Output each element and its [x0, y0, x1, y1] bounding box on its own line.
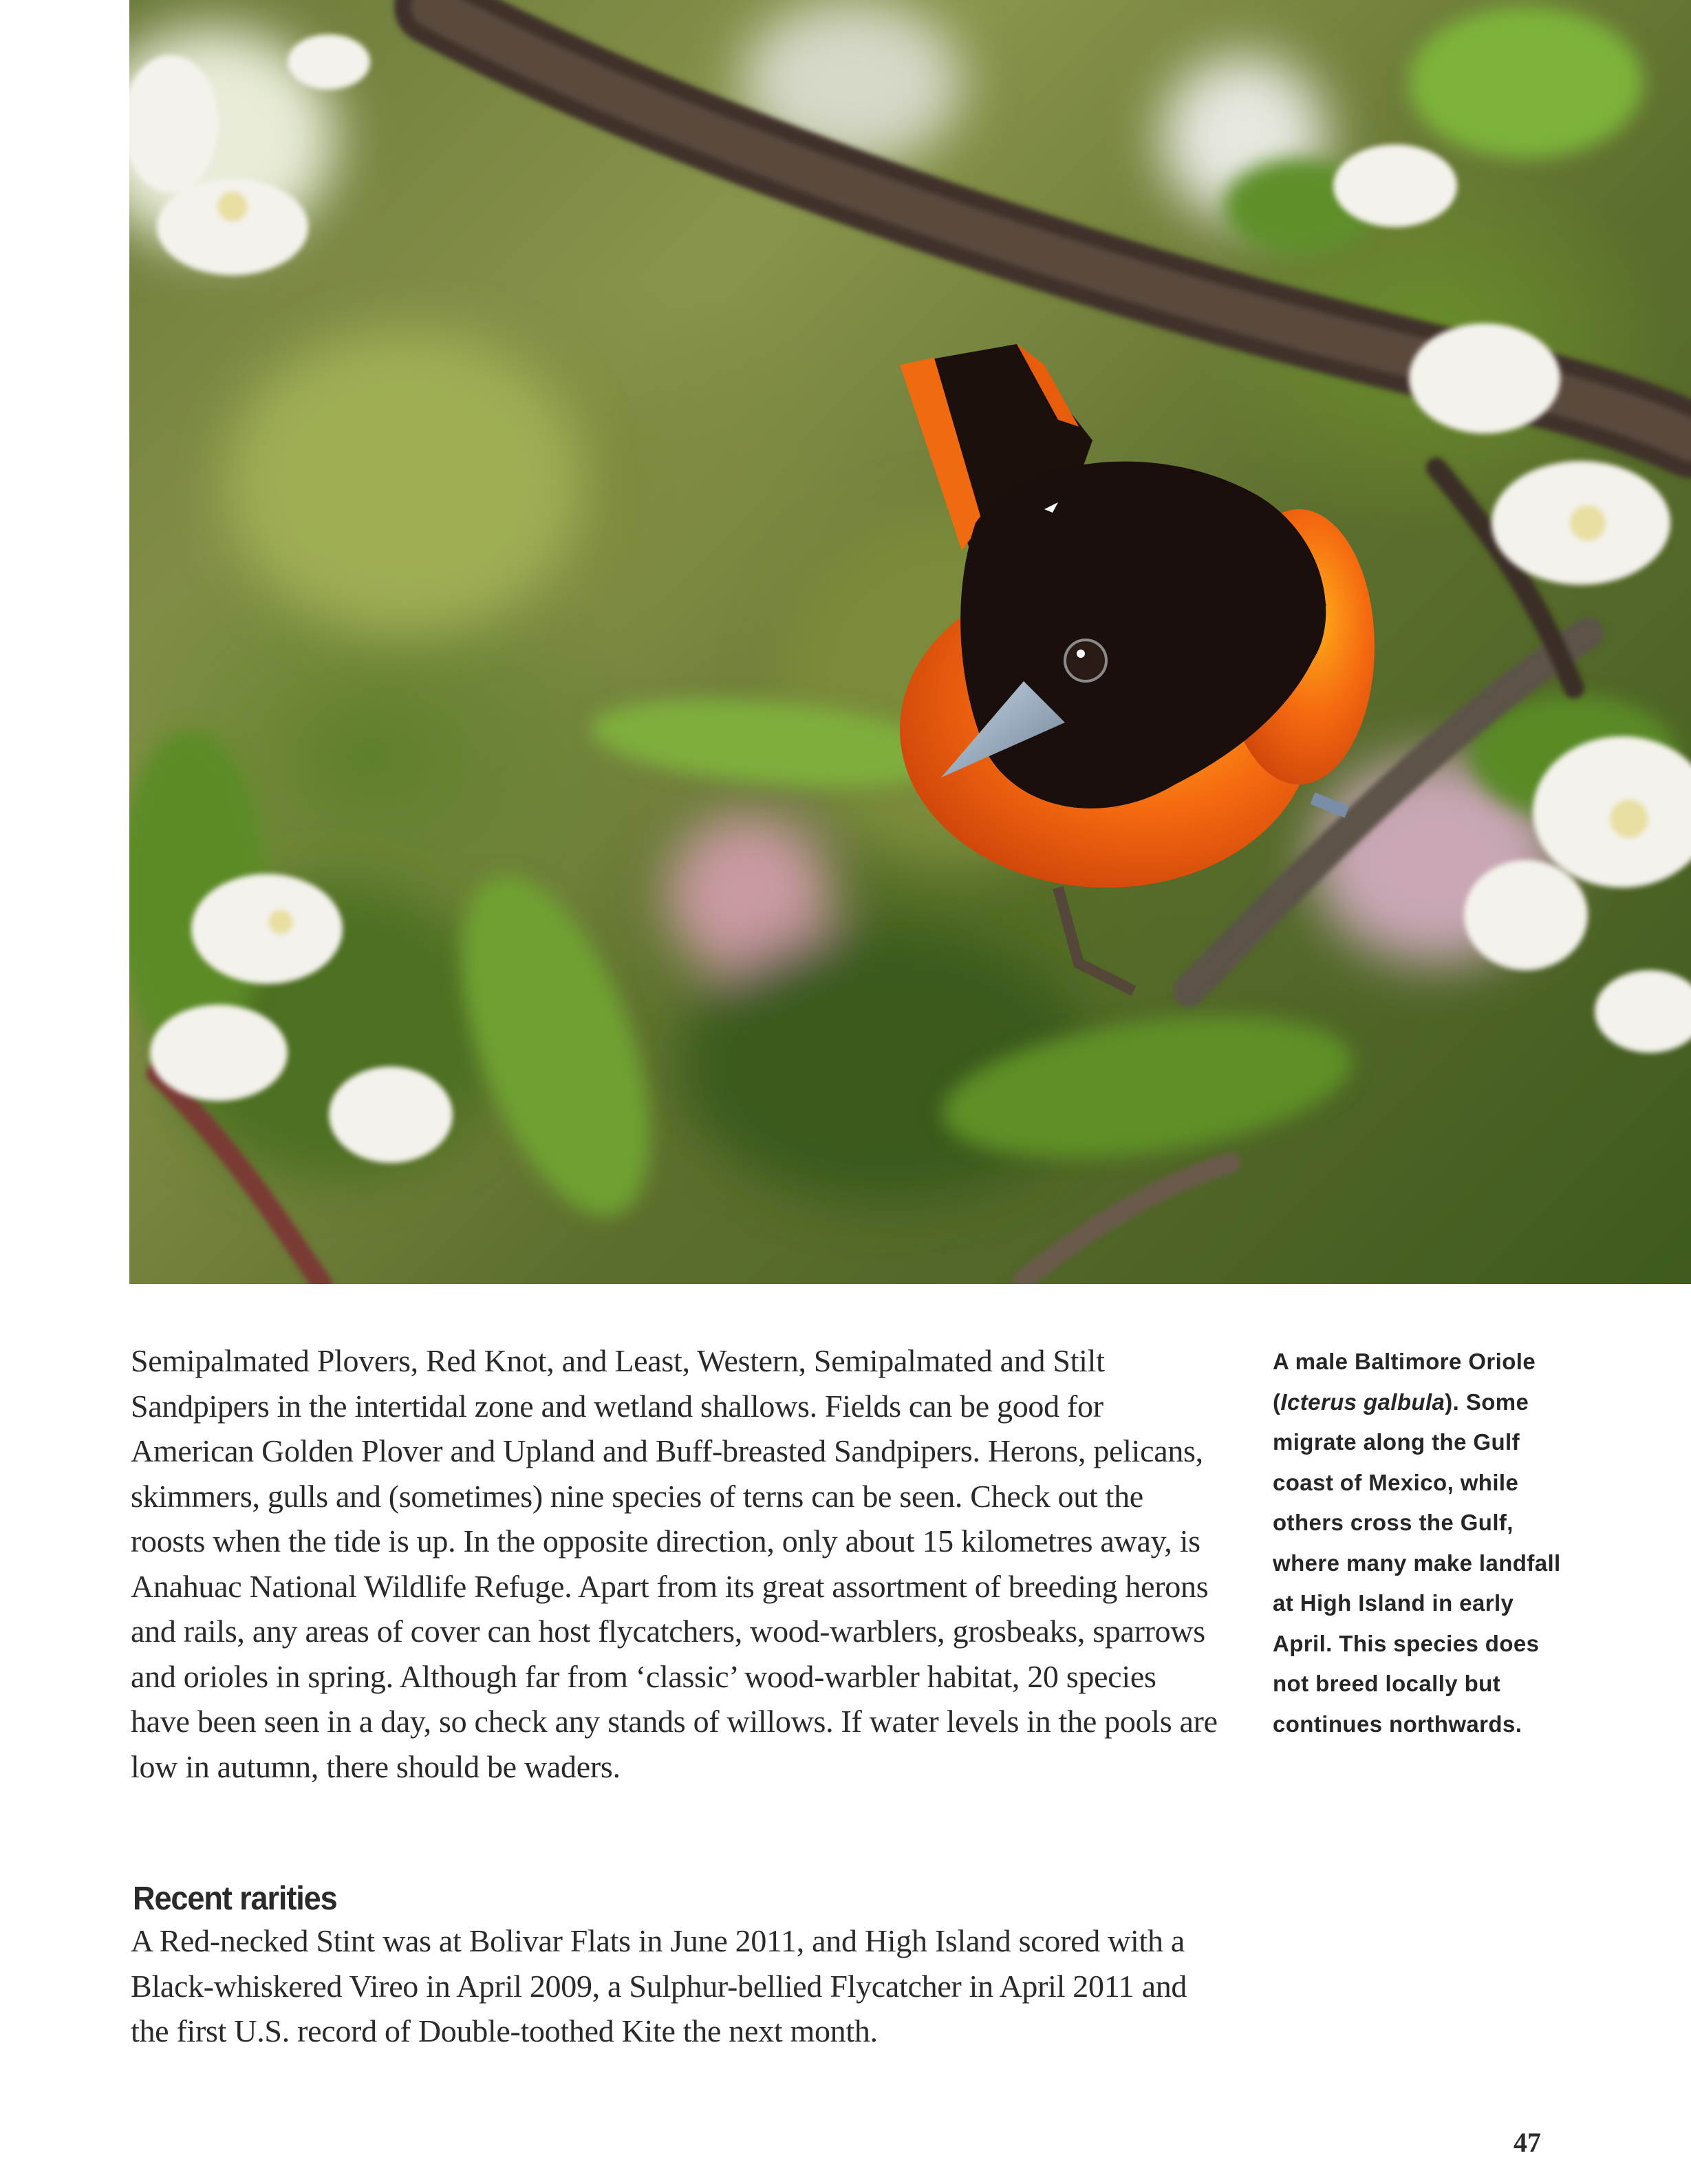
paragraph-text: A Red-necked Stint was at Bolivar Flats in June 2011, and High Island scored with a Black-whiskered Vireo in April 2009, a Sulphur-bellied Flycatcher in April 2011 and the first U.S. record of Double-toothed Kite the next month.	[131, 1923, 1187, 2048]
section-heading: Recent rarities	[133, 1881, 337, 1917]
caption-lead: A male Baltimore Oriole (	[1273, 1349, 1536, 1415]
page-number: 47	[1514, 2127, 1541, 2158]
paragraph-text: Semipalmated Plovers, Red Knot, and Least, Western, Semipalmated and Stilt Sandpipers in the intertidal zone and wetland shallows. Fields can be good for American Golden Plover and Upland and Buff-breasted Sandpipers. Herons, pelicans, skimmers, gulls and (sometimes) nine species of terns can be seen. Check out the roosts when the tide is up. In the opposite direction, only about 15 kilometres away, is Anahuac National Wildlife Refuge. Apart from its great assortment of breeding herons and rails, any areas of cover can host flycatchers, wood-warblers, grosbeaks, sparrows and orioles in spring. Although far from ‘classic’ wood-warbler habitat, 20 species have been seen in a day, so check any stands of willows. If water levels in the pools are low in autumn, there should be waders.	[131, 1343, 1218, 1784]
article-paragraph-2	[131, 1918, 1218, 2054]
oriole-photo	[129, 0, 1691, 1284]
caption-rest: ). Some migrate along the Gulf coast of Mexico, while others cross the Gulf, where many make landfall at High Island in early April. This species does not breed locally but continues northwards.	[1273, 1389, 1561, 1737]
photo-caption	[1273, 1342, 1562, 1744]
article-paragraph-1	[131, 1338, 1218, 1789]
caption-scientific-name: Icterus galbula	[1280, 1389, 1445, 1415]
